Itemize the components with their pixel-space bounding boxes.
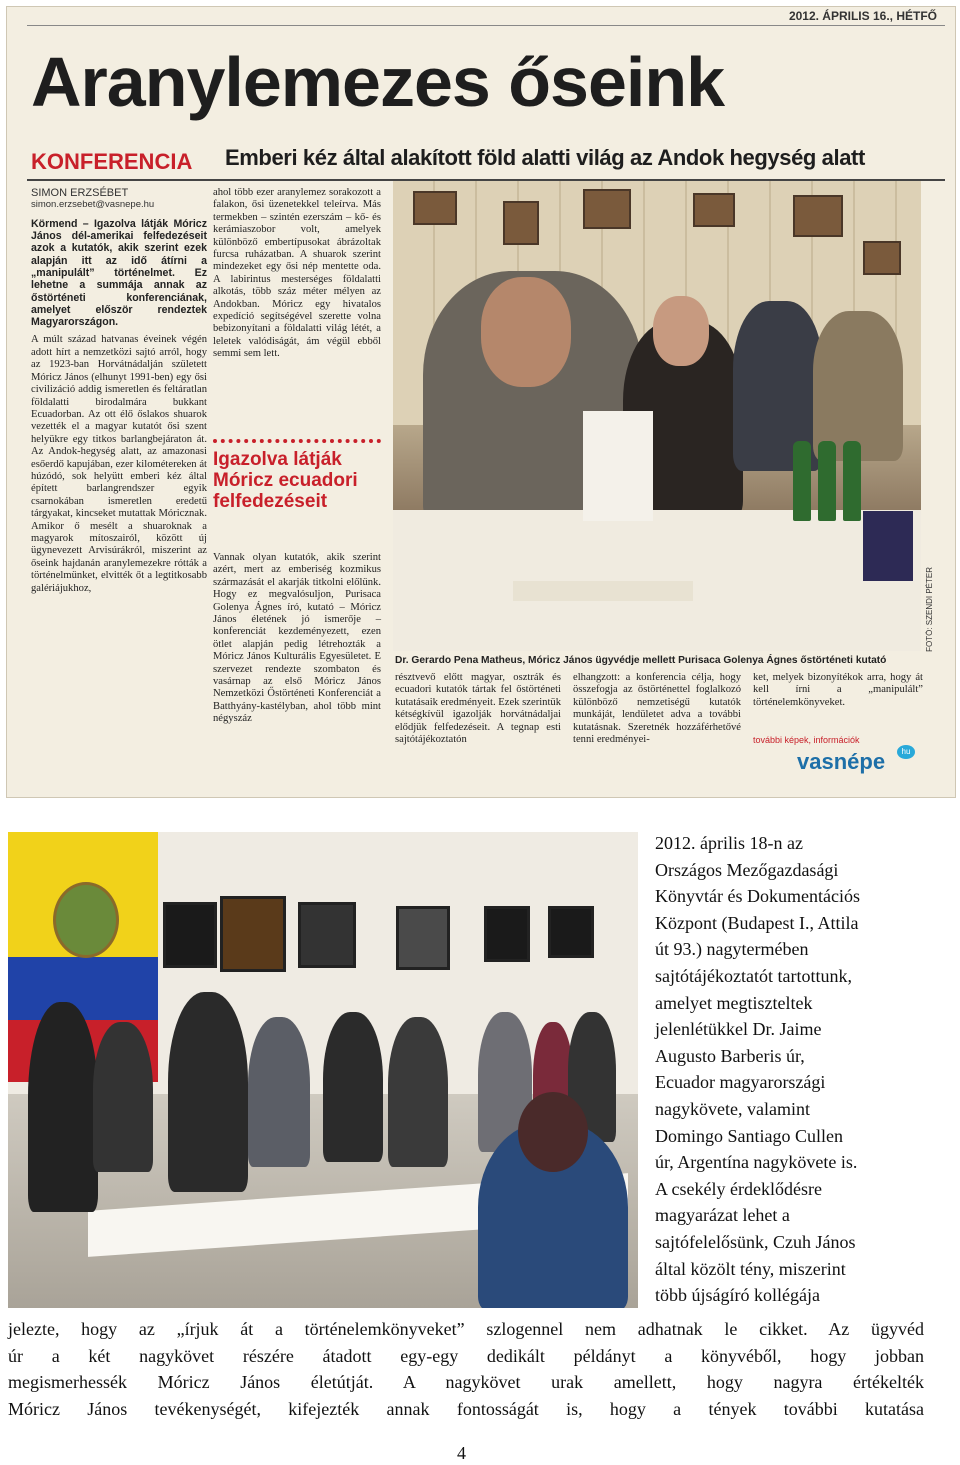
- article-column-3: [395, 672, 561, 749]
- article-column-2b: [213, 552, 381, 729]
- flag-emblem: [53, 882, 119, 958]
- held-paper: [583, 411, 653, 521]
- text-line: magyarázat lehet a: [655, 1205, 790, 1226]
- text-line: sajtótájékoztatót tartottunk,: [655, 965, 852, 986]
- wall-artwork: [220, 896, 286, 972]
- article-paragraph: Vannak olyan kutatók, akik szerint azért, mert az emberiség kozmikus származását el akarják titkolni előlünk. Hogy ez megvalósuljon, Purisaca Golenya Ágnes író, kutató – Móricz János életének jó ismerője – konferenciát kezdeményezett, ezen ötlet alapján pedig létrehozták a Móricz János Kulturális Egyesületet. E szervezet rendezte szombaton és vasárnap az első Móricz János Nemzetközi Őstörténeti Konferenciát a Batthyány-kastélyban, ahol több mint négyszáz: [213, 552, 381, 725]
- photo-caption: Dr. Gerardo Pena Matheus, Móricz János ügyvédje mellett Purisaca Golenya Ágnes őstörténeti kutató: [395, 655, 887, 666]
- article-column-5: [753, 672, 923, 712]
- press-conference-photo: [8, 832, 638, 1308]
- text-line: Augusto Barberis úr,: [655, 1045, 805, 1066]
- author-email: simon.erzsebet@vasnepe.hu: [31, 199, 155, 211]
- wall-artwork: [484, 906, 530, 962]
- text-line: jelezte, hogy az „írjuk át a történelemkönyveket” szlogennel nem adhatnak le cikket. Az ügyvéd: [8, 1319, 924, 1339]
- foreground-head: [518, 1092, 588, 1172]
- woman-head: [653, 296, 709, 366]
- article-paragraph: ahol több ezer aranylemez sorakozott a falakon, ősi üzenetekkel teleírva. Más termekben – szintén ezerszám – kő- és kerámiaszobor volt, amelyek különböző embertípusokat ábrázoltak furcsa ruházatban. A shuarok szerint mindezeket egy ősi nép mentette oda. A labirintus mesterséges földalatti alkotás, több száz méter mélyen az Andokban. Móricz egy hivatalos expedíció segítségével szerette volna bebizonyítani a földalatti világ létét, a leletek valódiságát, ám végül ebből semmi sem lett.: [213, 187, 381, 360]
- article-column-4: [573, 672, 741, 749]
- newspaper-clipping: [6, 6, 956, 798]
- attendee-figure: [248, 1017, 310, 1167]
- text-line: úr, Argentína nagykövete is.: [655, 1152, 858, 1173]
- text-line: sajtófelelősünk, Czuh János: [655, 1231, 856, 1252]
- attendee-figure: [323, 1012, 383, 1162]
- wall-artwork: [396, 906, 450, 970]
- section-kicker: KONFERENCIA: [31, 149, 193, 174]
- box-title: Igazolva látják Móricz ecuadori felfedezéseit: [213, 439, 381, 512]
- wall-picture: [793, 195, 843, 237]
- text-line: megismerhessék Móricz János életútját. A nagykövet urak amellett, hogy nagyra értékelték: [8, 1372, 924, 1393]
- text-line: Központ (Budapest I., Attila: [655, 912, 859, 933]
- article-column-1: [31, 187, 207, 598]
- text-line: A csekély érdeklődésre: [655, 1178, 822, 1199]
- logo-badge: hu: [897, 745, 915, 759]
- bottle: [818, 441, 836, 521]
- article-lead: Körmend – Igazolva látják Móricz János dél-amerikai felfedezéseit azok a kutatók, akik szerint ezek alapján itt az idő átírni a „manipulált” történelmet. Ez lehetne a summája annak az őstörténeti konferenciának, amelyet először rendeztek Magyarországon.: [31, 217, 207, 329]
- more-info-link: további képek, információk: [753, 735, 860, 745]
- article-paragraph: résztvevő előtt magyar, osztrák és ecuadori kutatók tártak fel őstörténeti kutatásaik eredményeit. Ezek szerintük kétségkívül igazolják horvátnádaljai elődjük felfedezéseit. A tegnap esti sajtótájékoztatón: [395, 672, 561, 746]
- wall-artwork: [163, 902, 217, 968]
- article-column-2: [213, 187, 381, 364]
- text-line: több újságíró kollégája: [655, 1285, 820, 1306]
- attendee-figure: [168, 992, 248, 1192]
- wall-artwork: [298, 902, 356, 968]
- bottle: [843, 441, 861, 521]
- photo-credit: FOTÓ: SZENDI PÉTER: [925, 567, 934, 652]
- wall-picture: [693, 193, 735, 227]
- book: [863, 511, 913, 581]
- article-paragraph: A múlt század hatvanas éveinek végén adott hírt a nemzetközi sajtó arról, hogy az 1923-ban Horvátnádalján született Móricz János (elhunyt 1991-ben) egy ősi civilizáció addig ismeretlen és feltáratlan földalatti birodalmára bukkant Ecuadorban. Az ott élő őslakos shuarok vezették el a magyar kutatót ősi szent helyükre egy titkos barlangbejáraton át. Az Andok-hegység alatt, az amazonasi esőerdő kapujában, ezer kilométereken át húzódó, sok helyütt emberi kéz által épített barlangrendszer egyik csarnokában ismeretlen eredetű tárgyakat, kincseket mutattak Móricznak. Amikor ő mesélt a shuaroknak a magyarok mítoszairól, között új ügynevezett Arvisúrákról, miszerint az őseink hajdanán aranylemezekre rótták a történelmünket, elvitték őt a legtitkosabb galériájukhoz,: [31, 334, 207, 594]
- open-book: [513, 581, 693, 601]
- divider: [27, 25, 945, 26]
- conference-photo: [393, 181, 921, 651]
- attendee-figure: [28, 1002, 98, 1212]
- article-paragraph: elhangzott: a konferencia célja, hogy összefogja az őstörténettel foglalkozó különböző nemzetiségű kutatók munkáját, lendületet adva a további kutatásnak. Szeretnék hozzáférhetővé tenni eredményei-: [573, 672, 741, 746]
- text-line: út 93.) nagytermében: [655, 939, 809, 960]
- article-paragraph: ket, melyek bizonyítékok arra, hogy át kell írni a „manipulált” történelemkönyveket.: [753, 672, 923, 708]
- wall-picture: [863, 241, 901, 275]
- text-line: Könyvtár és Dokumentációs: [655, 886, 860, 907]
- text-line: Ecuador magyarországi: [655, 1072, 826, 1093]
- headline: Aranylemezes őseink: [31, 43, 725, 121]
- text-line: Országos Mezőgazdasági: [655, 859, 839, 880]
- speaker-head: [481, 277, 571, 387]
- text-line: 2012. április 18-n az: [655, 833, 803, 853]
- text-line: amelyet megtiszteltek: [655, 992, 813, 1013]
- side-paragraph: [655, 830, 923, 1309]
- text-line: úr a két nagykövet részére átadott egy-egy dedikált példányt a könyvéből, hogy jobban: [8, 1345, 924, 1366]
- text-line: által közölt tény, miszerint: [655, 1258, 846, 1279]
- text-line: jelenlétükkel Dr. Jaime: [655, 1019, 822, 1040]
- text-line: nagykövete, valamint: [655, 1098, 810, 1119]
- author-name: SIMON ERZSÉBET: [31, 187, 129, 199]
- subheadline: Emberi kéz által alakított föld alatti világ az Andok hegység alatt: [225, 145, 865, 170]
- clipping-date: 2012. ÁPRILIS 16., HÉTFŐ: [788, 9, 937, 23]
- text-line: Móricz János tevékenységét, kifejezték annak fontosságát is, hogy a tények további kutatása: [8, 1398, 924, 1419]
- wall-picture: [413, 191, 457, 225]
- wall-picture: [503, 201, 539, 245]
- man-figure: [813, 311, 903, 461]
- wall-artwork: [548, 906, 594, 958]
- body-paragraph: [8, 1316, 924, 1422]
- newspaper-logo: vasnépe: [797, 749, 886, 774]
- attendee-figure: [388, 1017, 448, 1167]
- attendee-figure: [93, 1022, 153, 1172]
- text-line: Domingo Santiago Cullen: [655, 1125, 843, 1146]
- wall-picture: [583, 189, 631, 229]
- bottle: [793, 441, 811, 521]
- page-number: 4: [457, 1443, 466, 1463]
